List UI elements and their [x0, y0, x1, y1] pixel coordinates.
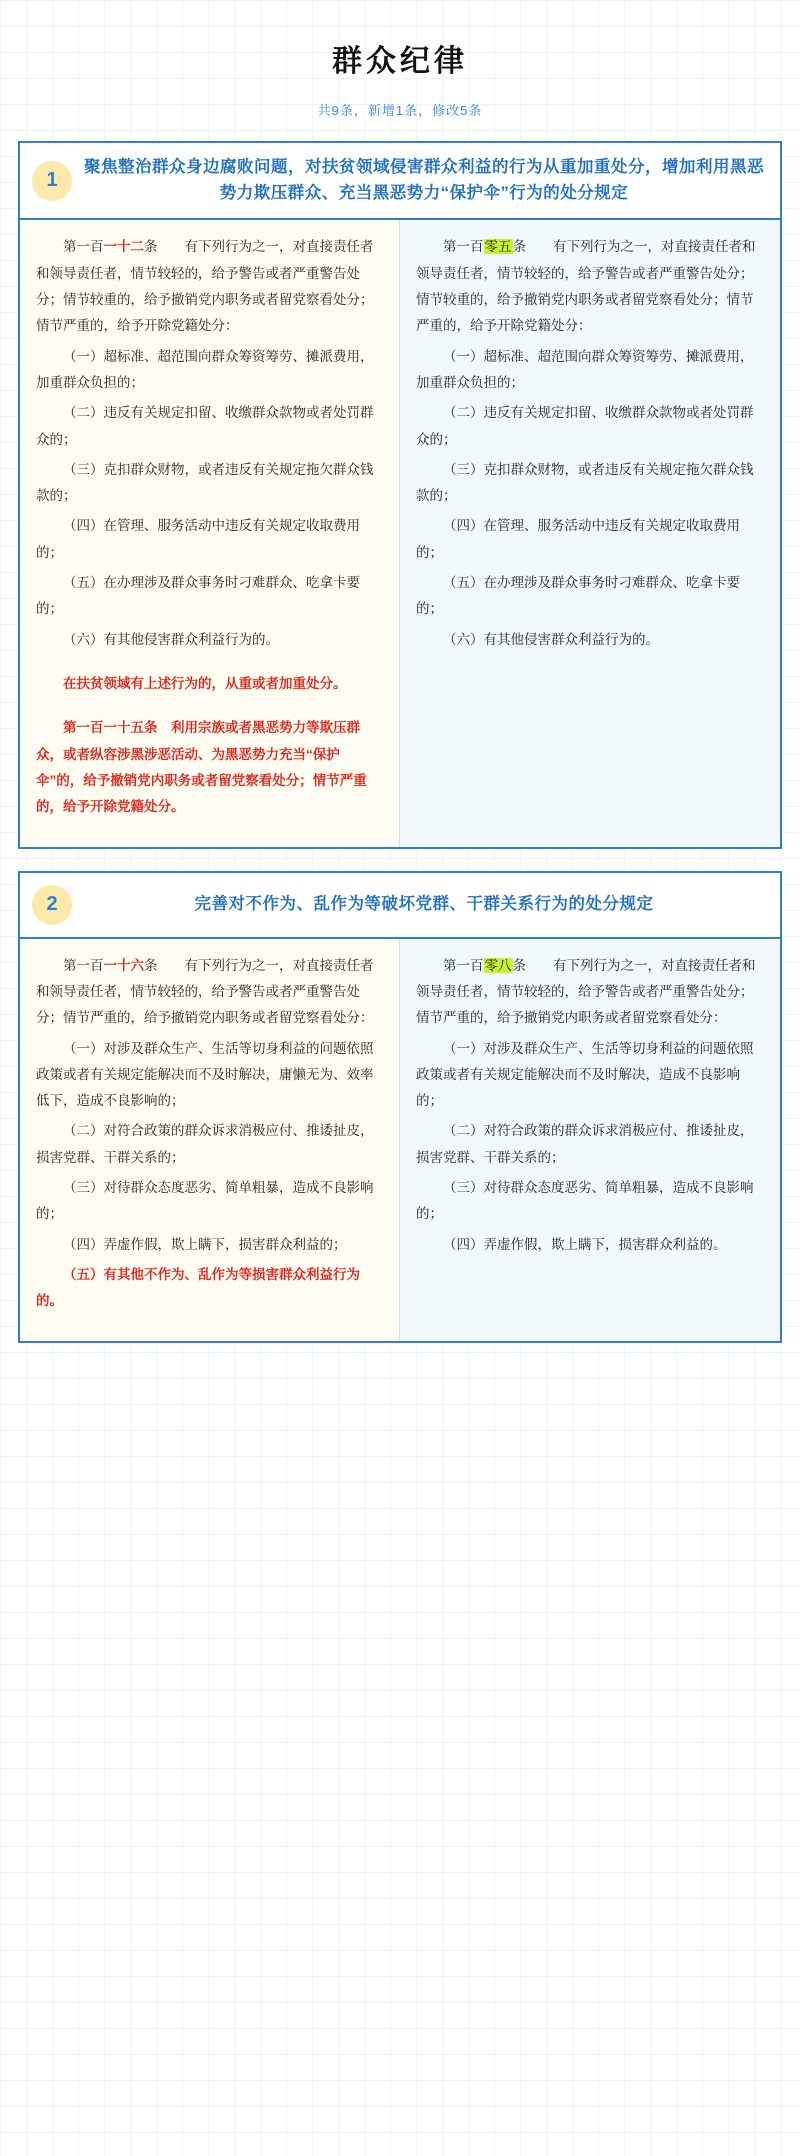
article-body: 有下列行为之一，对直接责任者和领导责任者，情节较轻的，给予警告或者严重警告处分；情节严重的，给予撤销党内职务或者留党察看处分：	[416, 957, 756, 1026]
list-item: （五）在办理涉及群众事务时刁难群众、吃拿卡要的；	[36, 575, 360, 617]
article-heading	[36, 234, 383, 339]
list-item: （五）在办理涉及群众事务时刁难群众、吃拿卡要的；	[416, 575, 740, 617]
article-suffix: 条	[512, 957, 526, 973]
article-heading	[36, 953, 383, 1032]
article-suffix: 条	[144, 957, 158, 973]
article-prefix: 第一百	[63, 239, 104, 255]
added-article: 第一百一十五条 利用宗族或者黑恶势力等欺压群众，或者纵容涉黑涉恶活动、为黑恶势力充当“保护伞”的，给予撤销党内职务或者留党察看处分；情节严重的，给予开除党籍处分。	[36, 720, 367, 815]
list-item: （四）弄虚作假，欺上瞒下，损害群众利益的；	[63, 1236, 347, 1252]
section-1-right-column	[400, 220, 780, 846]
list-item: （三）对待群众态度恶劣、简单粗暴，造成不良影响的；	[36, 1180, 374, 1222]
list-item: （二）违反有关规定扣留、收缴群众款物或者处罚群众的；	[36, 405, 374, 447]
list-item: （二）对符合政策的群众诉求消极应付、推诿扯皮，损害党群、干群关系的；	[416, 1123, 754, 1165]
spacer	[36, 701, 383, 715]
list-item: （一）超标准、超范围向群众筹资筹劳、摊派费用，加重群众负担的；	[36, 348, 374, 390]
article-number-highlight: 零八	[484, 957, 512, 973]
section-2-right-column	[400, 939, 780, 1341]
section-2-header	[20, 873, 780, 939]
article-number-highlight: 零五	[484, 239, 512, 255]
list-item: （一）超标准、超范围向群众筹资筹劳、摊派费用，加重群众负担的；	[416, 348, 754, 390]
section-2-title: 完善对不作为、乱作为等破坏党群、干群关系行为的处分规定	[194, 894, 654, 913]
section-1-left-column	[20, 220, 400, 846]
list-item: （三）对待群众态度恶劣、简单粗暴，造成不良影响的；	[416, 1180, 754, 1222]
section-2-number-badge: 2	[32, 885, 72, 925]
page-subtitle: 共9条，新增1条，修改5条	[317, 103, 483, 119]
list-item: （四）在管理、服务活动中违反有关规定收取费用的；	[416, 518, 740, 560]
list-item: （二）对符合政策的群众诉求消极应付、推诿扯皮，损害党群、干群关系的；	[36, 1123, 374, 1165]
section-2	[18, 871, 782, 1343]
article-body: 有下列行为之一，对直接责任者和领导责任者，情节较轻的，给予警告或者严重警告处分；情节较重的，给予撤销党内职务或者留党察看处分；情节严重的，给予开除党籍处分：	[36, 239, 374, 334]
article-heading	[416, 953, 764, 1032]
article-number-highlight: 一十二	[103, 239, 144, 255]
added-paragraph: 在扶贫领域有上述行为的，从重或者加重处分。	[63, 676, 347, 691]
section-1-number-badge: 1	[32, 161, 72, 201]
list-item: （一）对涉及群众生产、生活等切身利益的问题依照政策或者有关规定能解决而不及时解决，庸懒无为、效率低下，造成不良影响的；	[36, 1040, 374, 1109]
page-title: 群众纪律	[332, 45, 468, 79]
article-number-highlight: 一十六	[103, 957, 144, 973]
article-prefix: 第一百	[443, 239, 484, 255]
article-suffix: 条	[512, 239, 526, 255]
article-body: 有下列行为之一，对直接责任者和领导责任者，情节较轻的，给予警告或者严重警告处分；情节严重的，给予撤销党内职务或者留党察看处分：	[36, 957, 374, 1026]
section-2-left-column	[20, 939, 400, 1341]
list-item: （三）克扣群众财物，或者违反有关规定拖欠群众钱款的；	[36, 461, 374, 504]
article-prefix: 第一百	[63, 957, 104, 973]
section-1-header	[20, 143, 780, 220]
article-heading	[416, 234, 764, 339]
list-item: （三）克扣群众财物，或者违反有关规定拖欠群众钱款的；	[416, 461, 754, 504]
list-item: （六）有其他侵害群众利益行为的。	[63, 631, 279, 647]
spacer	[36, 657, 383, 671]
section-1-columns	[20, 220, 780, 846]
list-item: （二）违反有关规定扣留、收缴群众款物或者处罚群众的；	[416, 405, 754, 447]
section-1-title: 聚焦整治群众身边腐败问题，对扶贫领域侵害群众利益的行为从重加重处分，增加利用黑恶势力欺压群众、充当黑恶势力“保护伞”行为的处分规定	[84, 158, 764, 202]
list-item: （四）弄虚作假，欺上瞒下，损害群众利益的。	[443, 1236, 727, 1252]
section-2-columns	[20, 939, 780, 1341]
list-item: （一）对涉及群众生产、生活等切身利益的问题依照政策或者有关规定能解决而不及时解决，造成不良影响的；	[416, 1040, 754, 1109]
list-item: （六）有其他侵害群众利益行为的。	[443, 631, 659, 647]
document-page	[0, 20, 800, 1353]
article-body: 有下列行为之一，对直接责任者和领导责任者，情节较轻的，给予警告或者严重警告处分；情节较重的，给予撤销党内职务或者留党察看处分；情节严重的，给予开除党籍处分：	[416, 239, 756, 334]
article-suffix: 条	[144, 239, 158, 255]
list-item: （四）在管理、服务活动中违反有关规定收取费用的；	[36, 518, 360, 560]
section-1	[18, 141, 782, 848]
article-prefix: 第一百	[443, 957, 484, 973]
list-item: （五）有其他不作为、乱作为等损害群众利益行为的。	[36, 1267, 360, 1309]
